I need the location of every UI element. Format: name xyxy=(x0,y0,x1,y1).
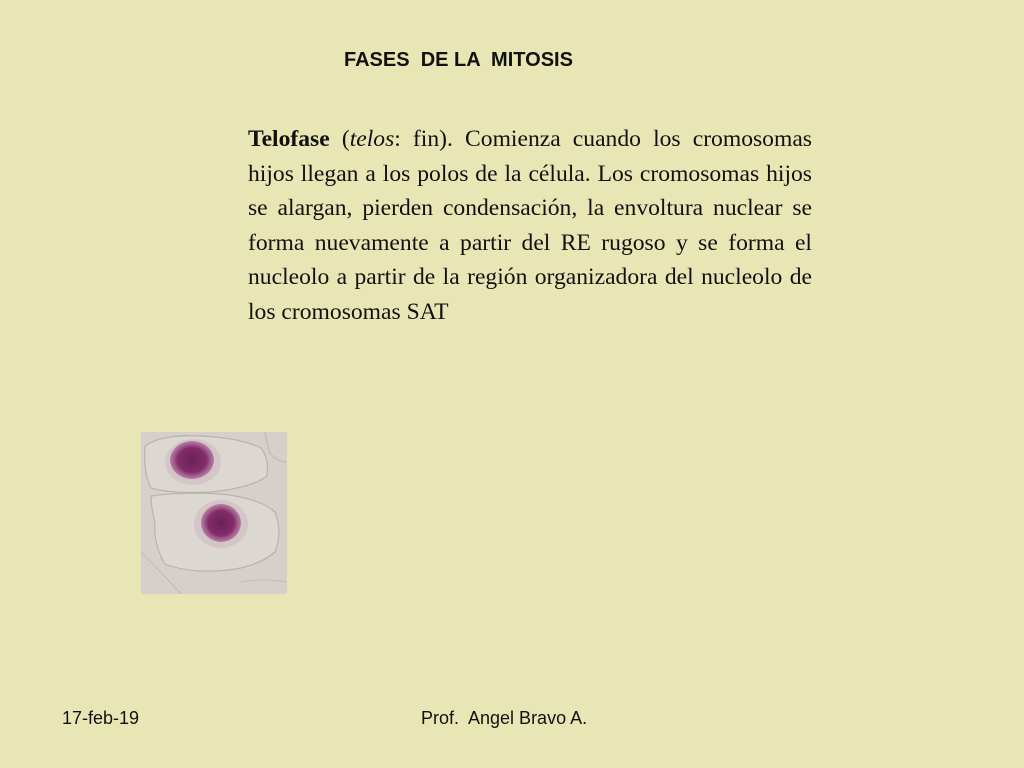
term-telofase: Telofase xyxy=(248,126,330,152)
slide-body-text xyxy=(248,122,812,330)
etymology-word: telos xyxy=(349,126,395,152)
telophase-cell-image xyxy=(141,432,287,594)
footer-author: Prof. Angel Bravo A. xyxy=(421,708,588,728)
etymology-rest: : fin). xyxy=(394,126,466,152)
paren-open: ( xyxy=(329,126,350,152)
telophase-micrograph xyxy=(141,432,287,594)
footer-date: 17-feb-19 xyxy=(62,708,140,728)
slide-title: FASES DE LA MITOSIS xyxy=(344,49,573,71)
description-text: Comienza cuando los cromosomas hijos llegan a los polos de la célula. Los cromosomas hijos se alargan, pierden condensación, la envoltura nuclear se forma nuevamente a partir del RE rugoso y se forma el nucleolo a partir de la región organizadora del nucleolo de los cromosomas SAT xyxy=(248,126,812,325)
